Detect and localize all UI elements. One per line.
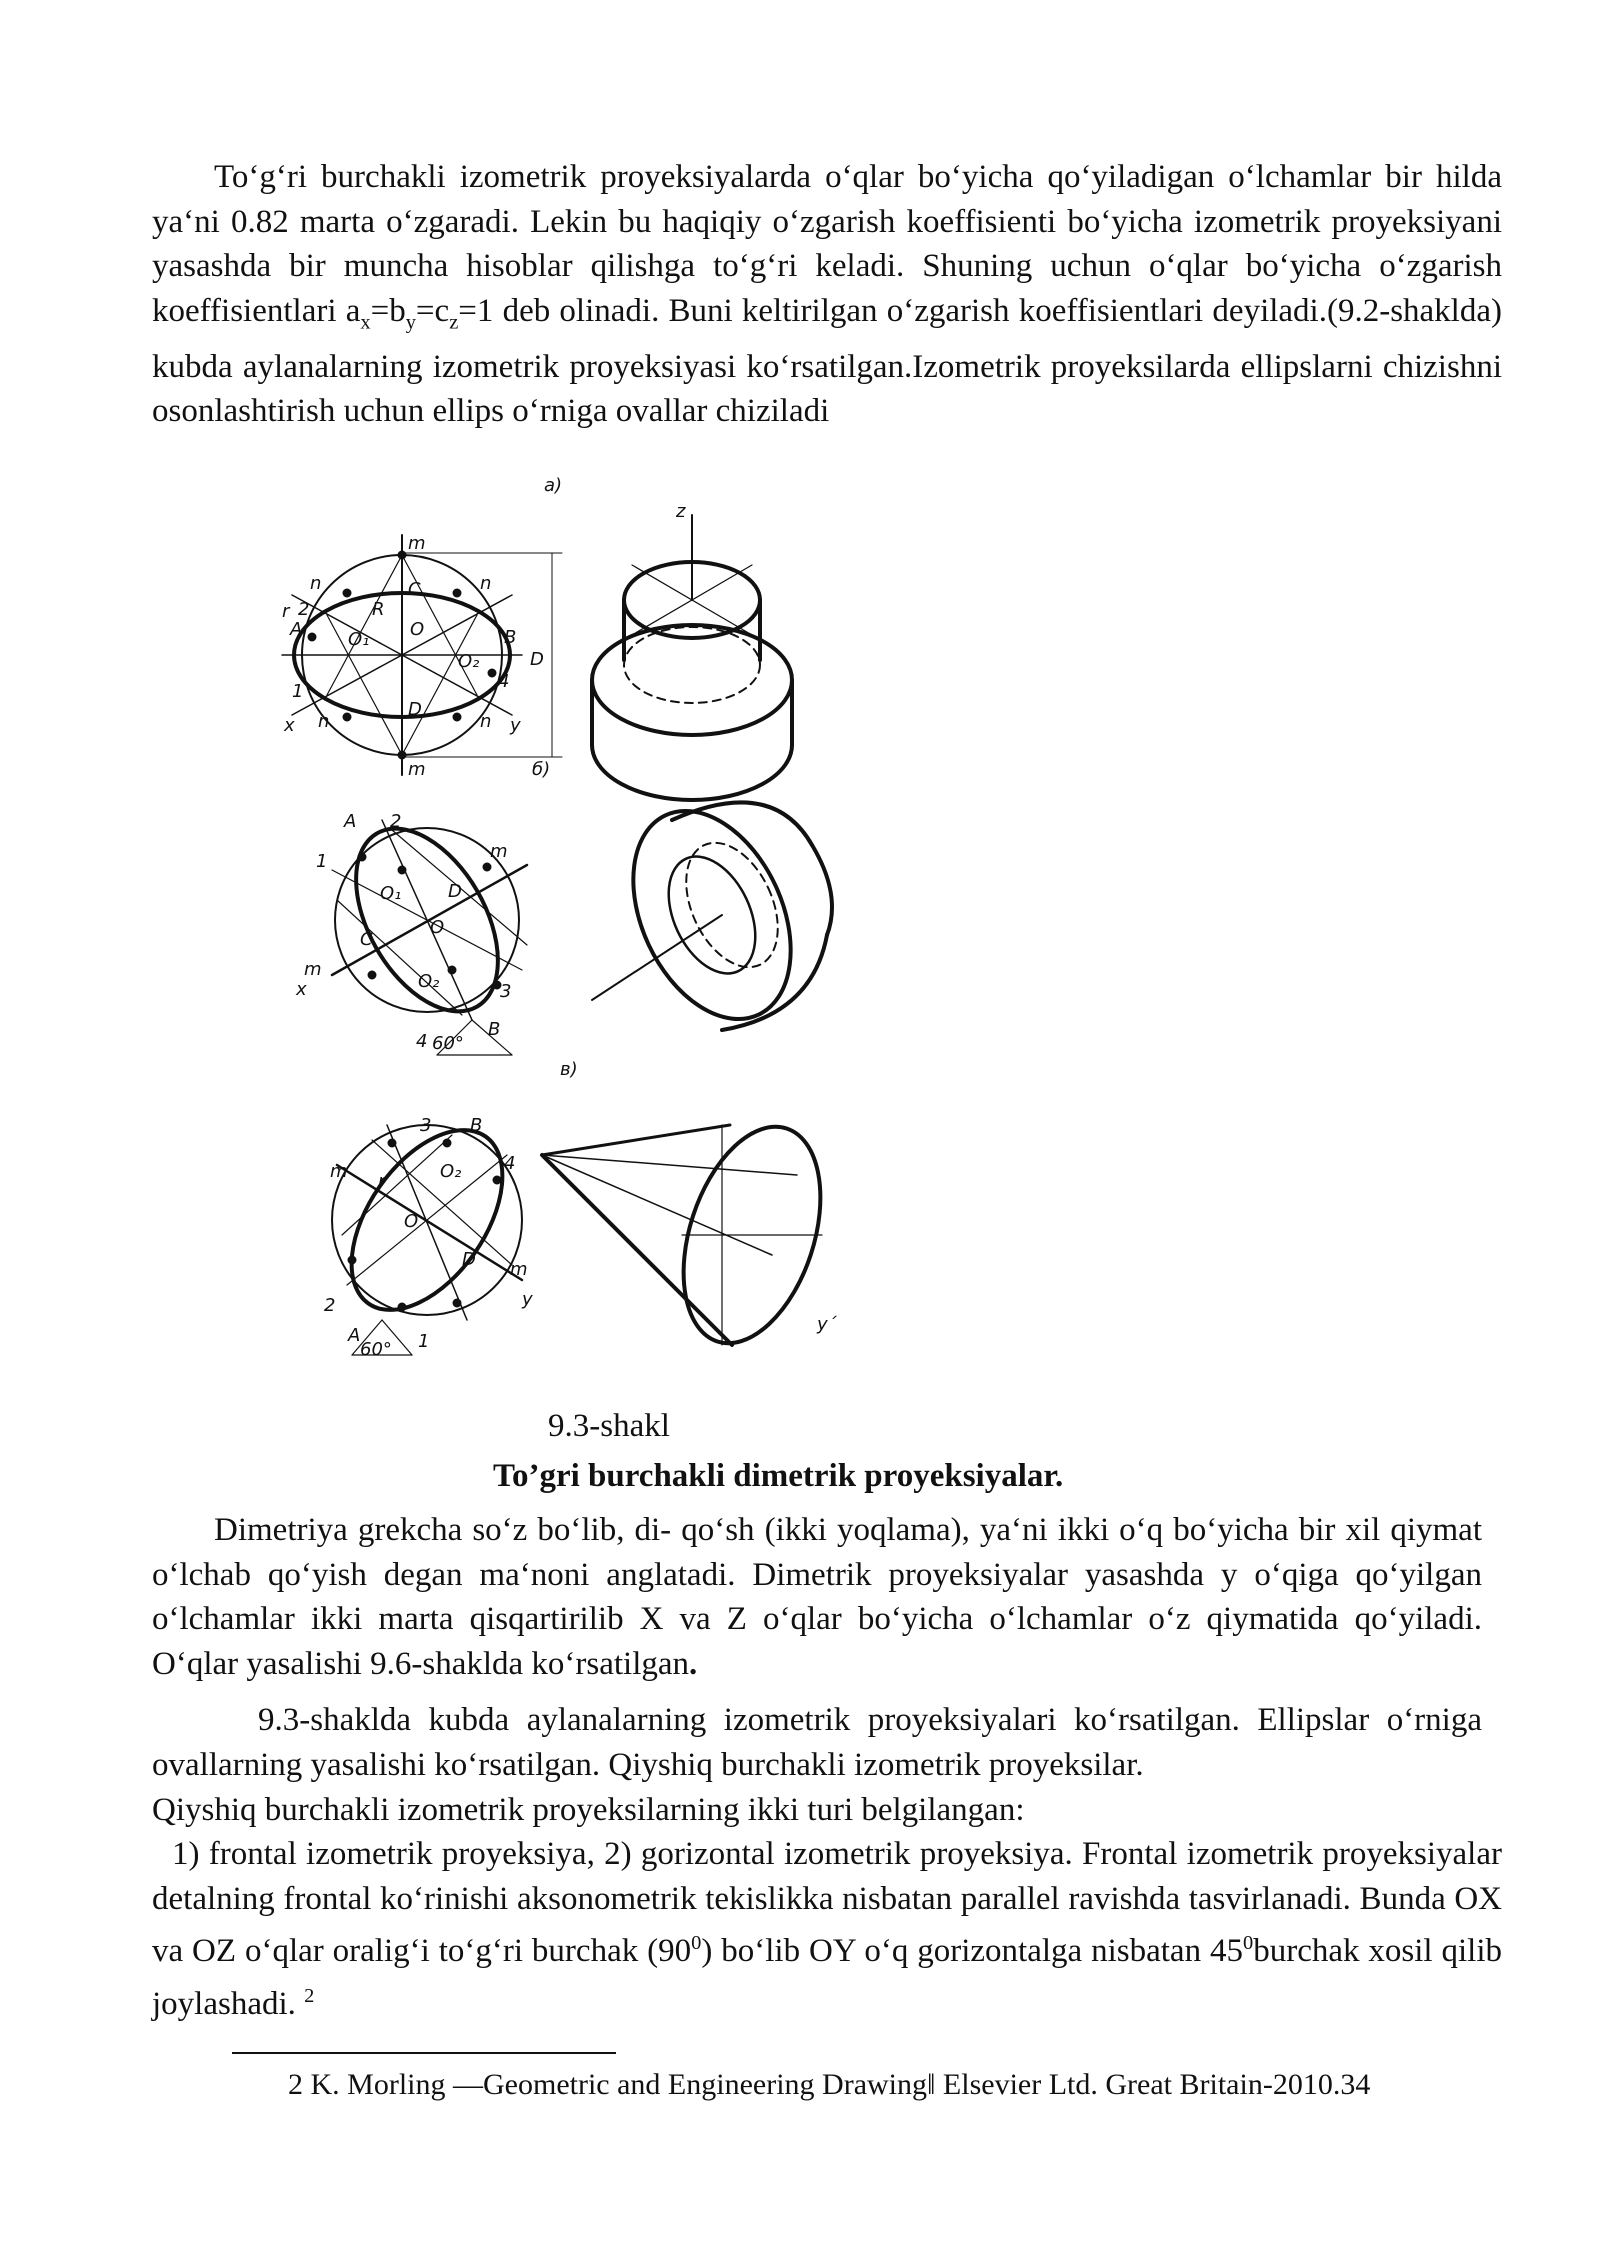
svg-text:D: D	[462, 1249, 476, 1270]
svg-text:z: z	[676, 501, 686, 522]
svg-text:R: R	[372, 599, 385, 620]
svg-text:1: 1	[292, 681, 304, 702]
svg-text:m: m	[408, 759, 426, 780]
svg-text:A: A	[348, 1325, 361, 1346]
svg-text:A: A	[344, 811, 357, 832]
svg-text:n: n	[480, 711, 492, 732]
svg-text:y: y	[510, 715, 521, 736]
svg-text:x: x	[284, 715, 295, 736]
svg-text:x: x	[296, 979, 307, 1000]
svg-text:O₁: O₁	[380, 883, 402, 904]
svg-text:D: D	[530, 649, 544, 670]
svg-text:y: y	[522, 1289, 533, 1310]
svg-text:r: r	[282, 601, 290, 622]
oval-construction-1	[282, 535, 562, 775]
svg-text:4: 4	[504, 1153, 516, 1174]
svg-text:m: m	[330, 1161, 348, 1182]
svg-text:O: O	[430, 917, 445, 938]
stepped-cylinder	[592, 515, 792, 800]
svg-text:2: 2	[324, 1295, 336, 1316]
svg-text:B: B	[488, 1019, 501, 1040]
svg-text:m: m	[304, 959, 322, 980]
svg-text:60°: 60°	[432, 1033, 464, 1054]
svg-text:n: n	[480, 573, 492, 594]
figure-drawings	[252, 475, 872, 1410]
section-title: To’gri burchakli dimetrik proyeksiyalar.	[493, 1458, 1064, 1494]
svg-text:D: D	[448, 881, 462, 902]
svg-text:n: n	[310, 573, 322, 594]
svg-text:60°: 60°	[360, 1339, 392, 1360]
svg-text:A: A	[290, 619, 303, 640]
svg-text:4: 4	[498, 671, 510, 692]
svg-text:n: n	[318, 711, 330, 732]
svg-text:1: 1	[418, 1331, 430, 1352]
svg-text:B: B	[504, 627, 517, 648]
paragraph-figure-reference: 9.3-shaklda kubda aylanalarning izometrik proyeksiyalari ko‘rsatilgan. Ellipslar o‘rniga ovallarning yasalishi ko‘rsatilgan. Qiyshiq burchakli izometrik proyeksilar.	[152, 1702, 1482, 1783]
paragraph-dimetry: Dimetriya grekcha so‘z bo‘lib, di- qo‘sh (ikki yoqlama), ya‘ni ikki o‘q bo‘yicha bir xil qiymat o‘lchab qo‘yish degan ma‘noni anglatadi. Dimetrik proyeksiyalar yasashda y o‘qiga qo‘yilgan o‘lchamlar ikki marta qisqartirilib X va Z o‘qlar bo‘yicha o‘lchamlar o‘z qiymatida qo‘yiladi. O‘qlar yasalishi 9.6-shaklda ko‘rsatilgan.	[152, 1512, 1482, 1682]
svg-text:3: 3	[420, 1115, 432, 1136]
svg-text:O₂: O₂	[458, 651, 480, 672]
footnote: 2 K. Morling ―Geometric and Engineering Drawing‖ Elsevier Ltd. Great Britain-2010.34	[288, 2068, 1371, 2101]
svg-text:O₂: O₂	[418, 971, 440, 992]
paragraph-izometric-intro: To‘g‘ri burchakli izometrik proyeksiyalarda o‘qlar bo‘yicha qo‘yiladigan o‘lchamlar bir hilda ya‘ni 0.82 marta o‘zgaradi. Lekin bu haqiqiy o‘zgarish koeffisienti bo‘yicha izometrik proyeksiyani yasashda bir muncha hisoblar qilishga to‘g‘ri keladi. Shuning uchun o‘qlar bo‘yicha o‘zgarish koeffisientlari $a_x=b_y=c_z=1$ deb olinadi. Buni keltirilgan o‘zgarish koeffisientlari deyiladi.(9.2-shaklda) kubda aylanalarning izometrik proyeksiyasi ko‘rsatilgan.Izometrik proyeksilarda ellipslarni chizishni osonlashtirish uchun ellips o‘rniga ovallar chiziladi	[152, 159, 1502, 430]
svg-text:б): б)	[532, 759, 551, 780]
svg-text:y´: y´	[817, 1314, 837, 1335]
svg-text:O: O	[404, 1211, 419, 1232]
ring-solid	[592, 786, 832, 1045]
cone-solid	[542, 1109, 846, 1360]
svg-text:2: 2	[390, 811, 402, 832]
footnote-divider	[232, 2052, 616, 2054]
svg-text:C: C	[408, 579, 421, 600]
svg-text:в): в)	[560, 1059, 578, 1080]
oval-construction-3	[321, 1103, 533, 1355]
svg-text:a): a)	[544, 475, 563, 496]
paragraph-frontal: 1) frontal izometrik proyeksiya, 2) gorizontal izometrik proyeksiya. Frontal izometrik proyeksiyalar detalning frontal ko‘rinishi aksonometrik tekislikka nisbatan parallel ravishda tasvirlanadi. Bunda OX va OZ o‘qlar oralig‘i to‘g‘ri burchak $(90^0)$ bo‘lib OY o‘q gorizontalga nisbatan $45^0burchak$ xosil qilib joylashadi. $^2$	[152, 1836, 1502, 2022]
svg-text:m: m	[510, 1259, 528, 1280]
paragraph-types: Qiyshiq burchakli izometrik proyeksilarning ikki turi belgilangan:	[152, 1792, 1025, 1828]
svg-text:r: r	[378, 1171, 386, 1192]
svg-text:m: m	[408, 533, 426, 554]
svg-text:4: 4	[416, 1031, 428, 1052]
svg-text:O₂: O₂	[440, 1161, 462, 1182]
svg-text:C: C	[360, 929, 373, 950]
svg-text:D: D	[408, 699, 422, 720]
figure-caption: 9.3-shakl	[548, 1408, 670, 1444]
svg-text:1: 1	[316, 851, 328, 872]
svg-text:2: 2	[298, 599, 310, 620]
svg-text:m: m	[490, 841, 508, 862]
svg-text:O: O	[410, 619, 425, 640]
svg-text:B: B	[470, 1115, 483, 1136]
svg-text:3: 3	[500, 981, 512, 1002]
figure-9-3	[252, 475, 872, 1410]
svg-text:O₁: O₁	[348, 629, 370, 650]
